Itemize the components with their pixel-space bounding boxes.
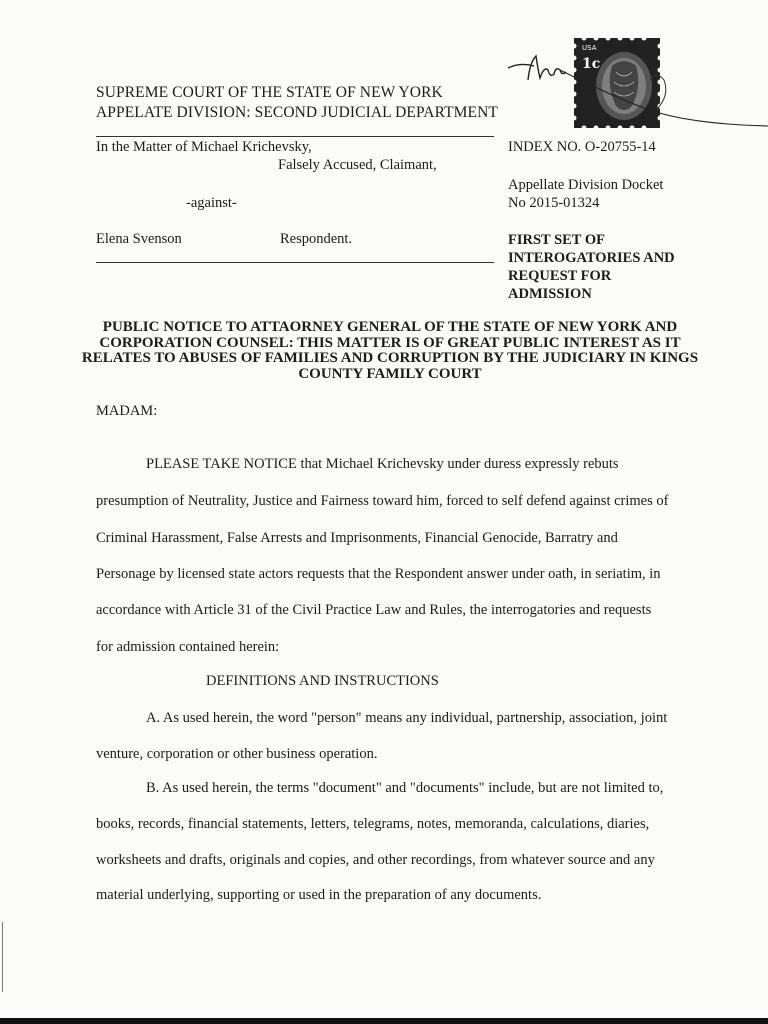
matter-line: In the Matter of Michael Krichevsky,: [96, 139, 312, 155]
docket-line2: No 2015-01324: [508, 195, 600, 211]
respondent-role: Respondent.: [280, 231, 353, 247]
definition-line: venture, corporation or other business operation.: [96, 746, 378, 762]
court-name-line1: SUPREME COURT OF THE STATE OF NEW YORK: [96, 84, 443, 101]
index-number: INDEX NO. O-20755-14: [508, 139, 656, 155]
body-line: presumption of Neutrality, Justice and Fairness toward him, forced to self defend against crimes of: [96, 493, 669, 509]
definition-line: worksheets and drafts, originals and copies, and other recordings, from whatever source and any: [96, 852, 655, 868]
definition-line: books, records, financial statements, letters, telegrams, notes, memoranda, calculations, diaries,: [96, 816, 650, 832]
court-name-line2: APPELATE DIVISION: SECOND JUDICIAL DEPARTMENT: [96, 104, 498, 121]
caption-top-rule: [96, 136, 494, 137]
stamp-country: USA: [582, 44, 597, 52]
body-line: accordance with Article 31 of the Civil Practice Law and Rules, the interrogatories and requests: [96, 602, 652, 618]
body-line: for admission contained herein:: [96, 639, 280, 655]
docket-line1: Appellate Division Docket: [508, 177, 664, 193]
scan-margin-line: [2, 922, 3, 992]
doc-title-line3: REQUEST FOR: [508, 268, 612, 284]
signature: [500, 40, 768, 140]
doc-title-line4: ADMISSION: [508, 286, 592, 302]
caption-bottom-rule: [96, 262, 494, 263]
body-line: PLEASE TAKE NOTICE that Michael Krichevsky under duress expressly rebuts: [146, 456, 619, 472]
respondent-name: Elena Svenson: [96, 231, 182, 247]
against-line: -against-: [186, 195, 237, 211]
body-line: Criminal Harassment, False Arrests and Imprisonments, Financial Genocide, Barratry and: [96, 530, 618, 546]
section-heading: DEFINITIONS AND INSTRUCTIONS: [206, 673, 439, 689]
definition-line: A. As used herein, the word "person" means any individual, partnership, association, joint: [146, 710, 668, 726]
definition-line: B. As used herein, the terms "document" and "documents" include, but are not limited to,: [146, 780, 664, 796]
doc-title-line1: FIRST SET OF: [508, 232, 605, 248]
stamp-value: 1c: [582, 56, 601, 72]
definition-line: material underlying, supporting or used in the preparation of any documents.: [96, 887, 542, 903]
notice-title: PUBLIC NOTICE TO ATTAORNEY GENERAL OF THE STATE OF NEW YORK AND CORPORATION COUNSEL: THIS MATTER IS OF GREAT PUBLIC INTEREST AS IT RELATES TO ABUSES OF FAMILIES AND CORRUPTION BY THE JUDICIARY IN KINGS COUNTY FAMILY COURT: [81, 319, 699, 382]
salutation: MADAM:: [96, 403, 158, 419]
scan-bottom-edge: [0, 1018, 768, 1024]
claimant-line: Falsely Accused, Claimant,: [278, 157, 437, 173]
doc-title-line2: INTEROGATORIES AND: [508, 250, 675, 266]
body-line: Personage by licensed state actors requests that the Respondent answer under oath, in seriatim, in: [96, 566, 661, 582]
